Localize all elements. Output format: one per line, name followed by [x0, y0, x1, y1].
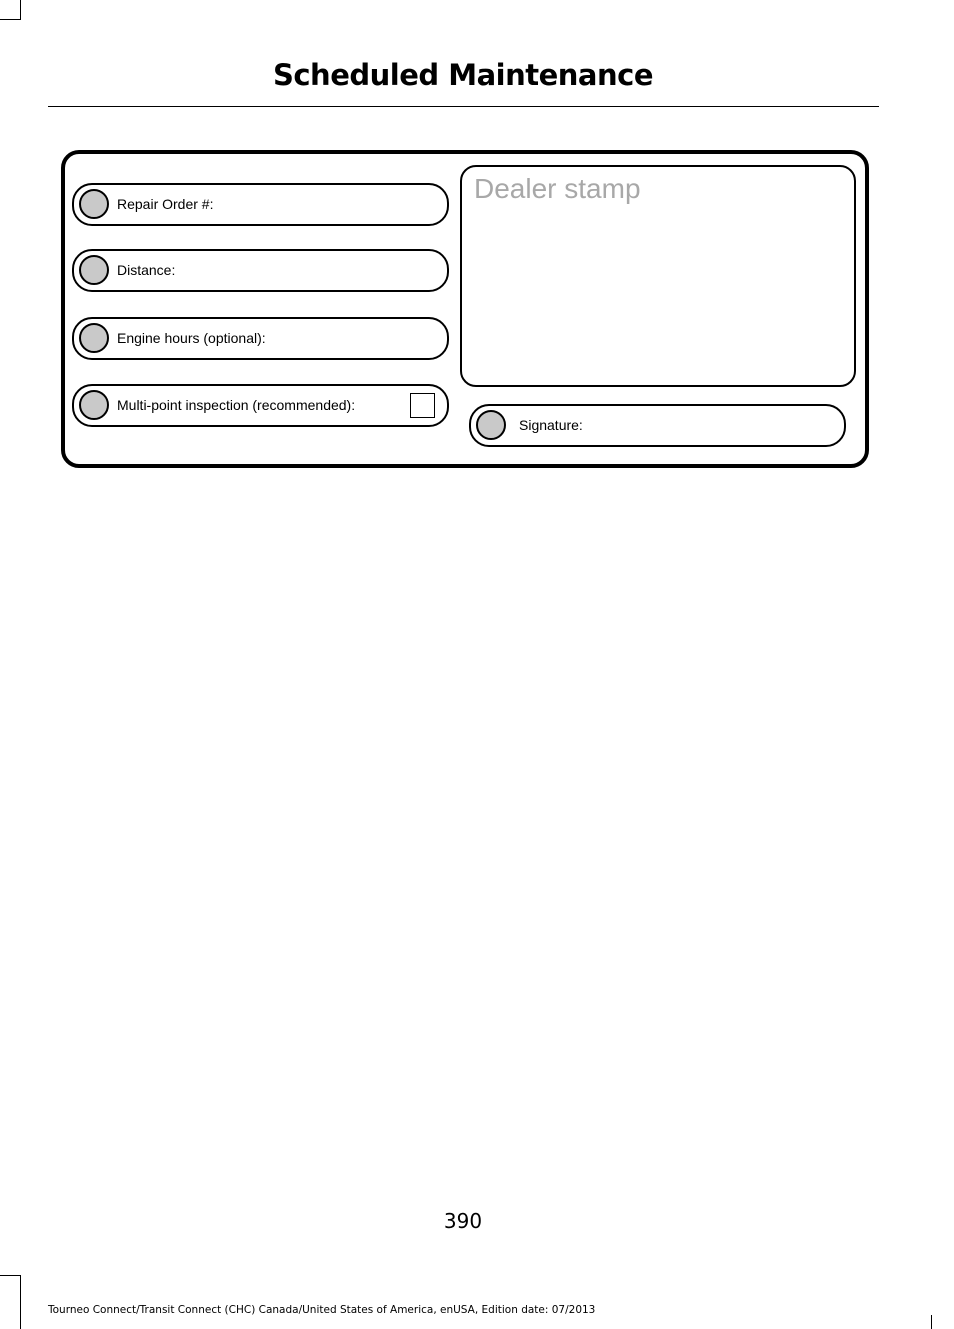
circle-icon: [79, 323, 109, 353]
circle-icon: [79, 255, 109, 285]
page-title: Scheduled Maintenance: [272, 58, 654, 92]
dealer-stamp-label: Dealer stamp: [474, 173, 641, 204]
crop-mark: [20, 0, 21, 19]
repair-order-field[interactable]: [72, 183, 449, 226]
page-number: 390: [443, 1209, 483, 1233]
circle-icon: [476, 410, 506, 440]
circle-icon: [79, 189, 109, 219]
distance-label: Distance:: [117, 262, 176, 278]
crop-mark: [931, 1315, 932, 1329]
circle-icon: [79, 390, 109, 420]
footer-text: Tourneo Connect/Transit Connect (CHC) Canada/United States of America, enUSA, Edition date: 07/2013: [48, 1304, 596, 1316]
crop-mark: [20, 1275, 21, 1329]
signature-field[interactable]: [469, 404, 846, 447]
title-rule: [48, 106, 879, 107]
inspection-checkbox[interactable]: [410, 393, 435, 418]
crop-mark: [0, 19, 21, 20]
multi-point-inspection-field[interactable]: [72, 384, 449, 427]
repair-order-label: Repair Order #:: [117, 196, 214, 212]
engine-hours-field[interactable]: [72, 317, 449, 360]
multi-point-inspection-label: Multi-point inspection (recommended):: [117, 397, 356, 413]
dealer-stamp-box: [460, 165, 856, 387]
signature-label: Signature:: [519, 417, 583, 433]
engine-hours-label: Engine hours (optional):: [117, 330, 266, 346]
distance-field[interactable]: [72, 249, 449, 292]
crop-mark: [0, 1275, 21, 1276]
